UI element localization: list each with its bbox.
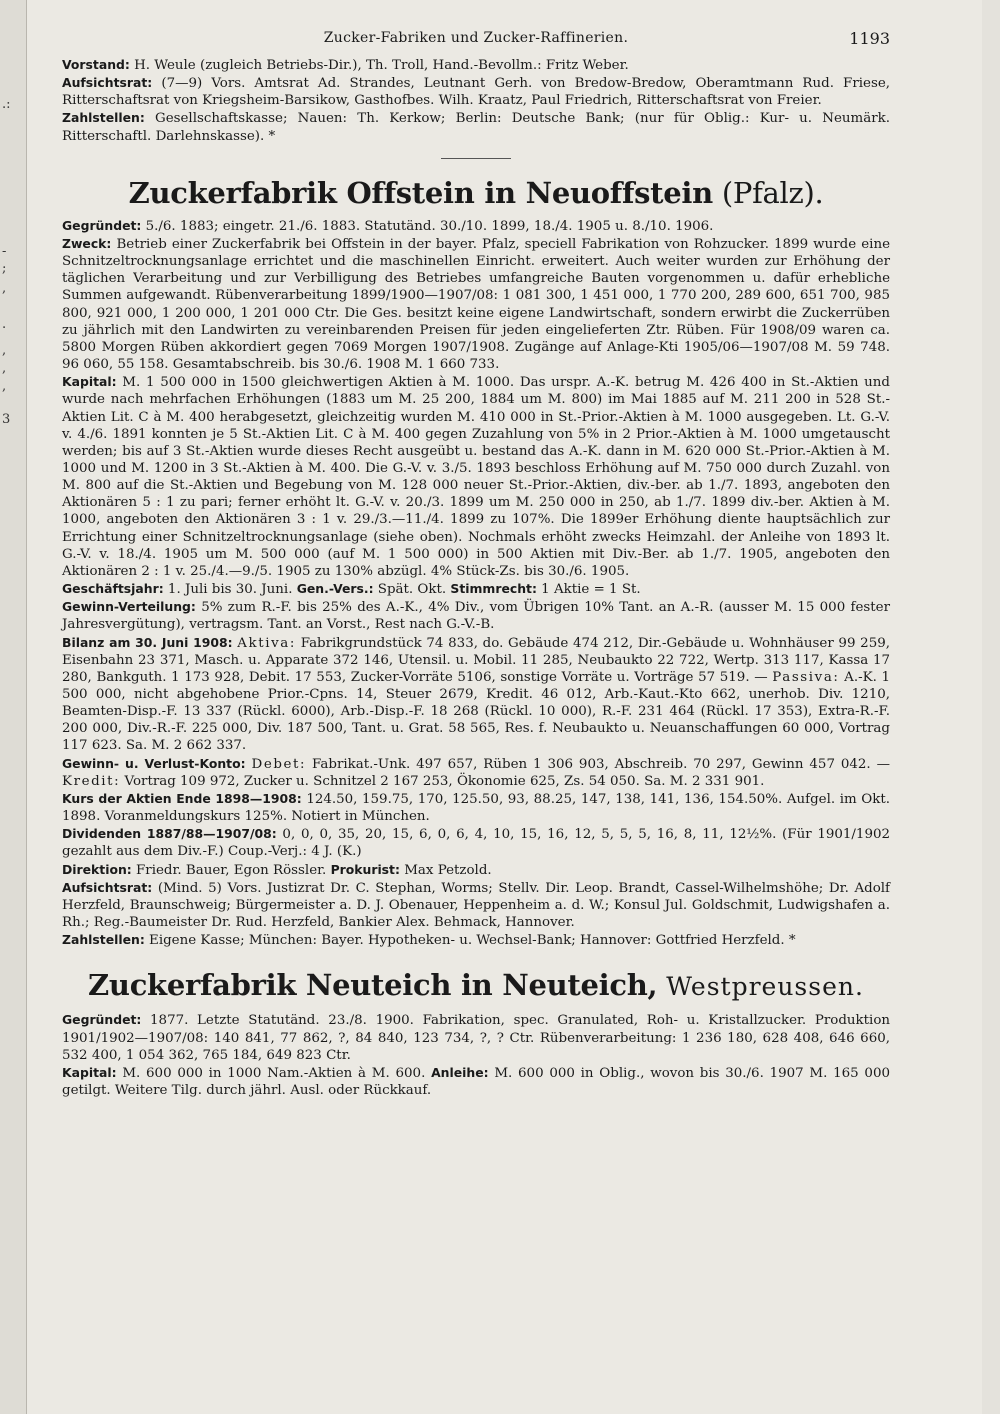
label-gewinn-verteilung: Gewinn-Verteilung: xyxy=(62,599,196,615)
word-kredit: Kredit: xyxy=(62,773,121,789)
label-zahlstellen: Zahlstellen: xyxy=(62,110,145,126)
text-bilanz-aktiva: Fabrikgrundstück 74 833, do. Gebäude 474 212, Dir.-Gebäude u. Wohnhäuser 99 259, Eisenbahn 23 371, Masch. u. Apparate 372 146, Utensil. u. Mobil. 11 285, Neubaukto 22 722, Wertp. 313 117, Kassa 17 280, Bankguth. 1 173 928, Debit. 17 553, Zucker-Vorräte 5106, sonstige Vorräte u. Vorträge 57 519. — xyxy=(62,635,890,685)
text-gen-vers: Spät. Okt. xyxy=(373,582,451,598)
text-direktion: Friedr. Bauer, Egon Rössler. xyxy=(131,862,331,878)
offstein-zahlstellen xyxy=(62,931,890,949)
offstein-aufsichtsrat xyxy=(62,879,890,931)
title-suffix: (Pfalz). xyxy=(712,175,824,210)
entry-title-neuteich xyxy=(62,967,890,1005)
binding-gutter xyxy=(0,0,27,1414)
text-kapital: M. 1 500 000 in 1500 gleichwertigen Aktien à M. 1000. Das urspr. A.-K. betrug M. 426 400 in St.-Aktien und wurde nach mehrfachen Erhöhungen (1883 um M. 25 200, 1884 um M. 800) im Mai 1885 auf M. 211 200 in 528 St.-Aktien Lit. C à M. 400 herabgesetzt, gleichzeitig wurden M. 410 000 in St.-Prior.-Aktien à M. 1000 ausgegeben. Lt. G.-V. v. 4./6. 1891 konnten je 5 St.-Aktien Lit. C à M. 400 gegen Zuzahlung von 5% in 2 Prior.-Aktien à M. 1000 umgetauscht werden; bis auf 3 St.-Aktien wurde dieses Recht ausgeübt u. bestand das A.-K. dann in M. 620 000 St.-Prior.-Aktien à M. 1000 und M. 1200 in 3 St.-Aktien à M. 400. Die G.-V. v. 3./5. 1893 beschloss Erhöhung auf M. 750 000 durch Zuzahl. von M. 800 auf die St.-Aktien und Begebung von M. 128 000 neuer St.-Prior.-Aktien, div.-ber. ab 1./7. 1893, angeboten den Aktionären 5 : 1 zu pari; ferner erhöht lt. G.-V. v. 20./3. 1899 um M. 250 000 in 250, ab 1./7. 1899 div.-ber. Aktien à M. 1000, angeboten den Aktionären 3 : 1 v. 29./3.—11./4. 1899 zu 107%. Die 1899er Erhöhung diente hauptsächlich zur Errichtung einer Schnitzeltrocknungsanlage (siehe oben). Nochmals erhöht zwecks Heimzahl. der Anleihe von 1893 lt. G.-V. v. 18./4. 1905 um M. 500 000 (auf M. 1 500 000) in 500 Aktien mit Div.-Ber. ab 1./7. 1905, angeboten den Aktionären 2 : 1 v. 25./4.—9./5. 1905 zu 130% abzügl. 4% Stück-Zs. bis 30./6. 1905. xyxy=(62,375,890,579)
word-aktiva: Aktiva: xyxy=(237,635,296,651)
text-guv-kredit: Vortrag 109 972, Zucker u. Schnitzel 2 167 253, Ökonomie 625, Zs. 54 050. Sa. M. 2 331 901. xyxy=(120,773,765,789)
text-anleihe: M. 600 000 in Oblig., wovon bis 30./6. 1907 M. 165 000 getilgt. Weitere Tilg. durch jährl. Ausl. oder Rückkauf. xyxy=(62,1065,890,1098)
page-content xyxy=(62,30,890,1099)
text-aufsichtsrat: (7—9) Vors. Amtsrat Ad. Strandes, Leutnant Gerh. von Bredow-Bredow, Oberamtmann Rud. Friese, Ritterschaftsrat von Kriegsheim-Barsikow, Gasthofbes. Wilh. Kraatz, Paul Friedrich, Ritterschaftsrat von Freier. xyxy=(62,76,890,109)
neuteich-gegruendet xyxy=(62,1011,890,1063)
text-zweck: Betrieb einer Zuckerfabrik bei Offstein in der bayer. Pfalz, speciell Fabrikation von Rohzucker. 1899 wurde eine Schnitzeltrocknungsanlage errichtet und die maschinellen Einricht. erweitert. Auch weiter wurden zur Erhöhung der täglichen Verarbeitung und zur Verbilligung des Betriebes umfangreiche Bauten vorgenommen u. dafür erhebliche Summen aufgewandt. Rübenverarbeitung 1899/1900—1907/08: 1 081 300, 1 451 000, 1 770 200, 289 600, 651 700, 985 800, 921 000, 1 200 000, 1 201 000 Ctr. Die Ges. besitzt keine eigene Landwirtschaft, sondern erwirbt die Zuckerrüben zu jährlich mit den Landwirten zu vereinbarenden Preisen für jeden eingelieferten Ztr. Rüben. Für 1908/09 waren ca. 5800 Morgen Rüben akkordiert gegen 7069 Morgen 1907/1908. Zugänge auf Anlage-Kti 1905/06—1907/08 M. 59 748. 96 060, 55 158. Gesamtabschreib. bis 30./6. 1908 M. 1 660 733. xyxy=(62,236,890,373)
title-suffix-2: Westpreussen. xyxy=(657,972,864,1002)
offstein-bilanz xyxy=(62,634,890,755)
label-zahlstellen-2: Zahlstellen: xyxy=(62,932,145,948)
label-kapital: Kapital: xyxy=(62,374,117,390)
label-anleihe: Anleihe: xyxy=(431,1064,489,1080)
text-prokurist: Max Petzold. xyxy=(399,862,492,878)
label-gen-vers: Gen.-Vers.: xyxy=(296,581,374,597)
offstein-gegruendet xyxy=(62,217,890,235)
prev-entry-vorstand xyxy=(62,56,890,74)
text-zahlstellen: Gesellschaftskasse; Nauen: Th. Kerkow; Berlin: Deutsche Bank; (nur für Oblig.: Kur- u. Neumärk. Ritterschaftl. Darlehnskasse). * xyxy=(62,111,890,144)
page-number: 1193 xyxy=(849,29,890,48)
entry-title-offstein xyxy=(62,175,890,211)
offstein-gewinn-verlust xyxy=(62,755,890,790)
prev-entry-aufsichtsrat xyxy=(62,74,890,109)
prev-entry-zahlstellen xyxy=(62,109,890,144)
text-vorstand: H. Weule (zugleich Betriebs-Dir.), Th. Troll, Hand.-Bevollm.: Fritz Weber. xyxy=(129,58,629,73)
text-kurs: 124.50, 159.75, 170, 125.50, 93, 88.25, 147, 138, 141, 136, 154.50%. Aufgel. im Okt. 1898. Voranmeldungskurs 125%. Notiert in München. xyxy=(62,791,890,825)
text-stimmrecht: 1 Aktie = 1 St. xyxy=(536,582,641,598)
offstein-geschaeftsjahr xyxy=(62,580,890,598)
text-zahlstellen-2: Eigene Kasse; München: Bayer. Hypotheken- u. Wechsel-Bank; Hannover: Gottfried Herzfeld. * xyxy=(144,933,796,949)
section-divider xyxy=(441,158,511,159)
text-gewinn-verteilung: 5% zum R.-F. bis 25% des A.-K., 4% Div., vom Übrigen 10% Tant. an A.-R. (ausser M. 15 000 fester Jahresvergütung), vertragsm. Tant. an Vorst., Rest nach G.-V.-B. xyxy=(62,600,890,633)
running-head: Zucker-Fabriken und Zucker-Raffinerien. xyxy=(323,30,629,46)
label-prokurist: Prokurist: xyxy=(330,861,400,877)
label-zweck: Zweck: xyxy=(62,235,112,251)
offstein-kapital xyxy=(62,373,890,580)
text-kapital-2: M. 600 000 in 1000 Nam.-Aktien à M. 600. xyxy=(116,1065,432,1081)
text-gegruendet-2: 1877. Letzte Statutänd. 23./8. 1900. Fabrikation, spec. Granulated, Roh- u. Kristallzucker. Produktion 1901/1902—1907/08: 140 841, 77 862, ?, 84 840, 123 734, ?, ? Ctr. Rübenverarbeitung: 1 236 180, 628 408, 646 660, 532 400, 1 054 362, 765 184, 649 823 Ctr. xyxy=(62,1013,890,1063)
label-kapital-2: Kapital: xyxy=(62,1064,117,1080)
word-debet: Debet: xyxy=(251,756,307,772)
text-gegruendet: 5./6. 1883; eingetr. 21./6. 1883. Statutänd. 30./10. 1899, 18./4. 1905 u. 8./10. 1906. xyxy=(141,218,714,234)
offstein-dividenden xyxy=(62,825,890,860)
title-main-2: Zuckerfabrik Neuteich in Neuteich, xyxy=(88,968,658,1003)
label-gewinn-verlust: Gewinn- u. Verlust-Konto: xyxy=(62,755,246,771)
text-geschaeftsjahr: 1. Juli bis 30. Juni. xyxy=(163,582,297,598)
label-vorstand: Vorstand: xyxy=(62,57,130,72)
word-passiva: Passiva: xyxy=(772,669,840,685)
label-geschaeftsjahr: Geschäftsjahr: xyxy=(62,581,164,597)
label-gegruendet-2: Gegründet: xyxy=(62,1012,142,1028)
text-dividenden: 0, 0, 0, 35, 20, 15, 6, 0, 6, 4, 10, 15, 16, 12, 5, 5, 5, 16, 8, 11, 12½%. (Für 1901/1902 gezahlt aus dem Div.-F.) Coup.-Verj.: 4 J. (K.) xyxy=(62,827,890,860)
label-aufsichtsrat-2: Aufsichtsrat: xyxy=(62,879,153,895)
label-direktion: Direktion: xyxy=(62,861,132,877)
text-aufsichtsrat-2: (Mind. 5) Vors. Justizrat Dr. C. Stephan, Worms; Stellv. Dir. Leop. Brandt, Cassel-Wilhelmshöhe; Dr. Adolf Herzfeld, Braunschweig; Bürgermeister a. D. J. Obenauer, Heppenheim a. d. W.; Konsul Jul. Goldschmit, Ludwigshafen a. Rh.; Reg.-Baumeister Dr. Rud. Herzfeld, Bankier Alex. Behmack, Hannover. xyxy=(62,880,890,931)
label-gegruendet: Gegründet: xyxy=(62,217,142,233)
page-edge xyxy=(982,0,1000,1414)
label-stimmrecht: Stimmrecht: xyxy=(450,581,537,597)
label-bilanz: Bilanz am 30. Juni 1908: xyxy=(62,634,233,650)
label-kurs: Kurs der Aktien Ende 1898—1908: xyxy=(62,790,302,806)
document-page: .: - ; , . , , , 3 Zucker-Fabriken und Zucker-Raffinerien. 1193 Vorstand: H. Weule (zugleich Betriebs-Dir.), Th. Troll, Hand.-Bevollm.: Fritz Weber. Aufsichtsrat: (7—9) Vors. Amtsrat Ad. Strandes, Leutnant Gerh. von Bredow-Bredow, Oberamtmann Rud. Friese, Ritterschaftsrat von Kriegsheim-Barsikow, Gasthofbes. Wilh. Kraatz, Paul Friedrich, Ritterschaftsrat von Freier. Zahlstellen: Gesellschaftskasse; Nauen: Th. Kerkow; Berlin: Deutsche Bank; (nur für Oblig.: Kur- u. Neumärk. Ritterschaftl. Darlehnskasse). * Zuckerfabrik Offstein in Neuoffstein (Pfalz). Gegründet: 5./6. 1883; eingetr. 21./6. 1883. Statutänd. 30./10. 1899, 18./4. 1905 u. 8./10. 1906. Zweck: Betrieb einer Zuckerfabrik bei Offstein in der bayer. Pfalz, speciell Fabrikation von Rohzucker. 1899 wurde eine Schnitzeltrocknungsanlage errichtet und die maschinellen Einricht. erweitert. Auch weiter wurden zur Erhöhung der täglichen Verarbeitung und zur Verbilligung des Betriebes umfangreiche Bauten vorgenommen u. dafür erhebliche Summen aufgewandt. Rübenverarbeitung 1899/1900—1907/08: 1 081 300, 1 451 000, 1 770 200, 289 600, 651 700, 985 800, 921 000, 1 200 000, 1 201 000 Ctr. Die Ges. besitzt keine eigene Landwirtschaft, sondern erwirbt die Zuckerrüben zu jährlich mit den Landwirten zu vereinbarenden Preisen für jeden eingelieferten Ztr. Rüben. Für 1908/09 waren ca. 5800 Morgen Rüben akkordiert gegen 7069 Morgen 1907/1908. Zugänge auf Anlage-Kti 1905/06—1907/08 M. 59 748. 96 060, 55 158. Gesamtabschreib. bis 30./6. 1908 M. 1 660 733. Kapital: M. 1 500 000 in 1500 gleichwertigen Aktien à M. 1000. Das urspr. A.-K. betrug M. 426 400 in St.-Aktien und wurde nach mehrfachen Erhöhungen (1883 um M. 25 200, 1884 um M. 800) im Mai 1885 auf M. 211 200 in 528 St.-Aktien Lit. C à M. 400 herabgesetzt, gleichzeitig wurden M. 410 000 in St.-Prior.-Aktien à M. 1000 ausgegeben. Lt. G.-V. v. 4./6. 1891 konnten je 5 St.-Aktien Lit. C à M. 400 gegen Zuzahlung von 5% in 2 Prior.-Aktien à M. 1000 umgetauscht werden; bis auf 3 St.-Aktien wurde dieses Recht ausgeübt u. bestand das A.-K. dann in M. 620 000 St.-Prior.-Aktien à M. 1000 und M. 1200 in 3 St.-Aktien à M. 400. Die G.-V. v. 3./5. 1893 beschloss Erhöhung auf M. 750 000 durch Zuzahl. von M. 800 auf die St.-Aktien und Begebung von M. 128 000 neuer St.-Prior.-Aktien, div.-ber. ab 1./7. 1893, angeboten den Aktionären 5 : 1 zu pari; ferner erhöht lt. G.-V. v. 20./3. 1899 um M. 250 000 in 250, ab 1./7. 1899 div.-ber. Aktien à M. 1000, angeboten den Aktionären 3 : 1 v. 29./3.—11./4. 1899 zu 107%. Die 1899er Erhöhung diente hauptsächlich zur Errichtung einer Schnitzeltrocknungsanlage (siehe oben). Nochmals erhöht zwecks Heimzahl. der Anleihe von 1893 lt. G.-V. v. 18./4. 1905 um M. 500 000 (auf M. 1 500 000) in 500 Aktien mit Div.-Ber. ab 1./7. 1905, angeboten den Aktionären 2 : 1 v. 25./4.—9./5. 1905 zu 130% abzügl. 4% Stück-Zs. bis 30./6. 1905. Geschäftsjahr: 1. Juli bis 30. Juni. Gen.-Vers.: Spät. Okt. Stimmrecht: 1 Aktie = 1 St. Gewinn-Verteilung: 5% zum R.-F. bis 25% des A.-K., 4% Div., vom Übrigen 10% Tant. an A.-R. (ausser M. 15 000 fester Jahresvergütung), vertragsm. Tant. an Vorst., Rest nach G.-V.-B. Bilanz am 30. Juni 1908: Aktiva: Fabrikgrundstück 74 833, do. Gebäude 474 212, Dir.-Gebäude u. Wohnhäuser 99 259, Eisenbahn 23 371, Masch. u. Apparate 372 146, Utensil. u. Mobil. 11 285, Neubaukto 22 722, Wertp. 313 117, Kassa 17 280, Bankguth. 1 173 928, Debit. 17 553, Zucker-Vorräte 5106, sonstige Vorräte u. Vorträge 57 519. — Passiva: A.-K. 1 500 000, nicht abgehobene Prior.-Cpns. 14, Steuer 2679, Kredit. 46 012, Arb.-Kaut.-Kto 662, unerhob. Div. 1210, Beamten-Disp.-F. 13 337 (Rückl. 6000), Arb.-Disp.-F. 18 268 (Rückl. 10 000), R.-F. 231 464 (Rückl. 17 353), Extra-R.-F. 200 000, Div.-R.-F. 225 000, Div. 187 500, Tant. u. Grat. 58 565, Res. f. Neubaukto u. Neuanschaffungen 60 000, Vortrag 117 623. Sa. M. 2 662 337. Gewinn- u. Verlust-Konto: Debet: Fabrikat.-Unk. 497 657, Rüben 1 306 903, Abschreib. 70 297, Gewinn 457 042. — Kredit: Vortrag 109 972, Zucker u. Schnitzel 2 167 253, Ökonomie 625, Zs. 54 050. Sa. M. 2 331 901. Kurs der Aktien Ende 1898—1908: 124.50, 159.75, 170, 125.50, 93, 88.25, 147, 138, 141, 136, 154.50%. Aufgel. im Okt. 1898. Voranmeldungskurs 125%. Notiert in München. Dividenden 1887/88—1907/08: 0, 0, 0, 35, 20, 15, 6, 0, 6, 4, 10, 15, 16, 12, 5, 5, 5, 16, 8, 11, 12½%. (Für 1901/1902 gezahlt aus dem Div.-F.) Coup.-Verj.: 4 J. (K.) Direktion: Friedr. Bauer, Egon Rössler. Prokurist: Max Petzold. Aufsichtsrat: (Mind. 5) Vors. Justizrat Dr. C. Stephan, Worms; Stellv. Dir. Leop. Brandt, Cassel-Wilhelmshöhe; Dr. Adolf Herzfeld, Braunschweig; Bürgermeister a. D. J. Obenauer, Heppenheim a. d. W.; Konsul Jul. Goldschmit, Ludwigshafen a. Rh.; Reg.-Baumeister Dr. Rud. Herzfeld, Bankier Alex. Behmack, Hannover. Zahlstellen: Eigene Kasse; München: Bayer. Hypotheken- u. Wechsel-Bank; Hannover: Gottfried Herzfeld. * Zuckerfabrik Neuteich in Neuteich, Westpreussen. Gegründet: 1877. Letzte Statutänd. 23./8. 1900. Fabrikation, spec. Granulated, Roh- u. Kristallzucker. Produktion 1901/1902—1907/08: 140 841, 77 862, ?, 84 840, 123 734, ?, ? Ctr. Rübenverarbeitung: 1 236 180, 628 408, 646 660, 532 400, 1 054 362, 765 184, 649 823 Ctr. Kapital: M. 600 000 in 1000 Nam.-Aktien à M. 600. Anleihe: M. 600 000 in Oblig., wovon bis 30./6. 1907 M. 165 000 getilgt. Weitere Tilg. durch jährl. Ausl. oder Rückkauf. xyxy=(0,0,1000,1414)
offstein-kurs xyxy=(62,790,890,825)
label-aufsichtsrat: Aufsichtsrat: xyxy=(62,75,153,91)
neuteich-kapital xyxy=(62,1064,890,1099)
offstein-zweck xyxy=(62,235,890,373)
title-main: Zuckerfabrik Offstein in Neuoffstein xyxy=(128,175,713,210)
text-bilanz-passiva: A.-K. 1 500 000, nicht abgehobene Prior.-Cpns. 14, Steuer 2679, Kredit. 46 012, Arb.-Kaut.-Kto 662, unerhob. Div. 1210, Beamten-Disp.-F. 13 337 (Rückl. 6000), Arb.-Disp.-F. 18 268 (Rückl. 10 000), R.-F. 231 464 (Rückl. 17 353), Extra-R.-F. 200 000, Div.-R.-F. 225 000, Div. 187 500, Tant. u. Grat. 58 565, Res. f. Neubaukto u. Neuanschaffungen 60 000, Vortrag 117 623. Sa. M. 2 662 337. xyxy=(62,669,891,754)
offstein-gewinn-verteilung xyxy=(62,598,890,633)
label-dividenden: Dividenden 1887/88—1907/08: xyxy=(62,826,277,842)
offstein-direktion xyxy=(62,861,890,879)
page-header xyxy=(62,30,890,52)
text-guv-debet: Fabrikat.-Unk. 497 657, Rüben 1 306 903, Abschreib. 70 297, Gewinn 457 042. — xyxy=(306,756,890,772)
